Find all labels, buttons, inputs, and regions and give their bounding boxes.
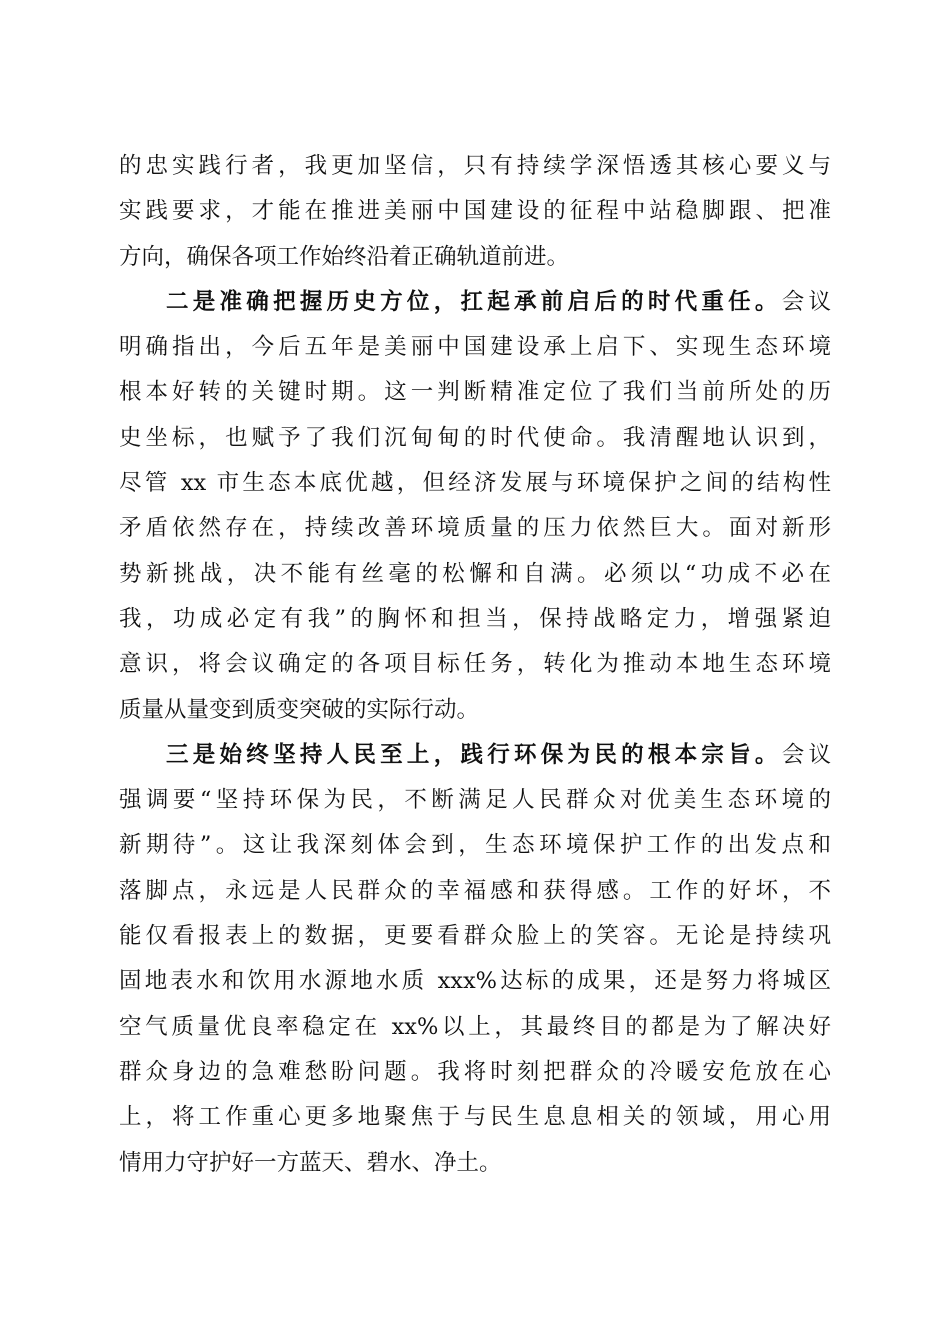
text-line: 的忠实践行者，我更加坚信，只有持续学深悟透其核心要义与: [119, 153, 831, 179]
paragraph-heading: 三是始终坚持人民至上，践行环保为民的根本宗旨。: [166, 741, 782, 768]
text-line: [119, 733, 831, 778]
paragraph-heading: 二是准确把握历史方位，扛起承前启后的时代重任。: [166, 288, 782, 315]
text-line: 固地表水和饮用水源地水质 xxx%达标的成果，还是努力将城区: [119, 968, 831, 995]
text-line: 新期待”。这让我深刻体会到，生态环境保护工作的出发点和: [119, 832, 831, 859]
paragraph-continued: [119, 144, 831, 280]
text-line: 空气质量优良率稳定在 xx%以上，其最终目的都是为了解决好: [119, 1013, 831, 1040]
text-line: 根本好转的关键时期。这一判断精准定位了我们当前所处的历: [119, 379, 831, 406]
text-line: 能仅看报表上的数据，更要看群众脸上的笑容。无论是持续巩: [119, 923, 831, 950]
text-line: 质量从量变到质变突破的实际行动。: [119, 696, 480, 723]
text-line: 明确指出，今后五年是美丽中国建设承上启下、实现生态环境: [119, 334, 831, 361]
text-line: 上，将工作重心更多地聚焦于与民生息息相关的领域，用心用: [119, 1104, 831, 1131]
heading-tail: 会议: [781, 288, 831, 315]
paragraph-two: [119, 280, 831, 733]
text-line: 势新挑战，决不能有丝毫的松懈和自满。必须以“功成不必在: [119, 560, 831, 587]
text-line: 意识，将会议确定的各项目标任务，转化为推动本地生态环境: [119, 651, 831, 678]
paragraph-three: [119, 733, 831, 1186]
text-line: 实践要求，才能在推进美丽中国建设的征程中站稳脚跟、把准: [119, 198, 831, 225]
text-line: 落脚点，永远是人民群众的幸福感和获得感。工作的好坏，不: [119, 877, 831, 904]
text-line: 矛盾依然存在，持续改善环境质量的压力依然巨大。面对新形: [119, 515, 831, 542]
text-line: 群众身边的急难愁盼问题。我将时刻把群众的冷暖安危放在心: [119, 1058, 831, 1085]
text-line: 方向，确保各项工作始终沿着正确轨道前进。: [119, 243, 570, 270]
body-text: [119, 144, 831, 1186]
text-line: 我，功成必定有我”的胸怀和担当，保持战略定力，增强紧迫: [119, 605, 831, 632]
text-line: 史坐标，也赋予了我们沉甸甸的时代使命。我清醒地认识到，: [119, 424, 831, 451]
text-line: 强调要“坚持环保为民，不断满足人民群众对优美生态环境的: [119, 787, 831, 814]
heading-tail: 会议: [781, 741, 831, 768]
text-line: 尽管 xx 市生态本底优越，但经济发展与环境保护之间的结构性: [119, 470, 831, 497]
text-line: 情用力守护好一方蓝天、碧水、净土。: [119, 1149, 502, 1176]
text-line: [119, 280, 831, 325]
